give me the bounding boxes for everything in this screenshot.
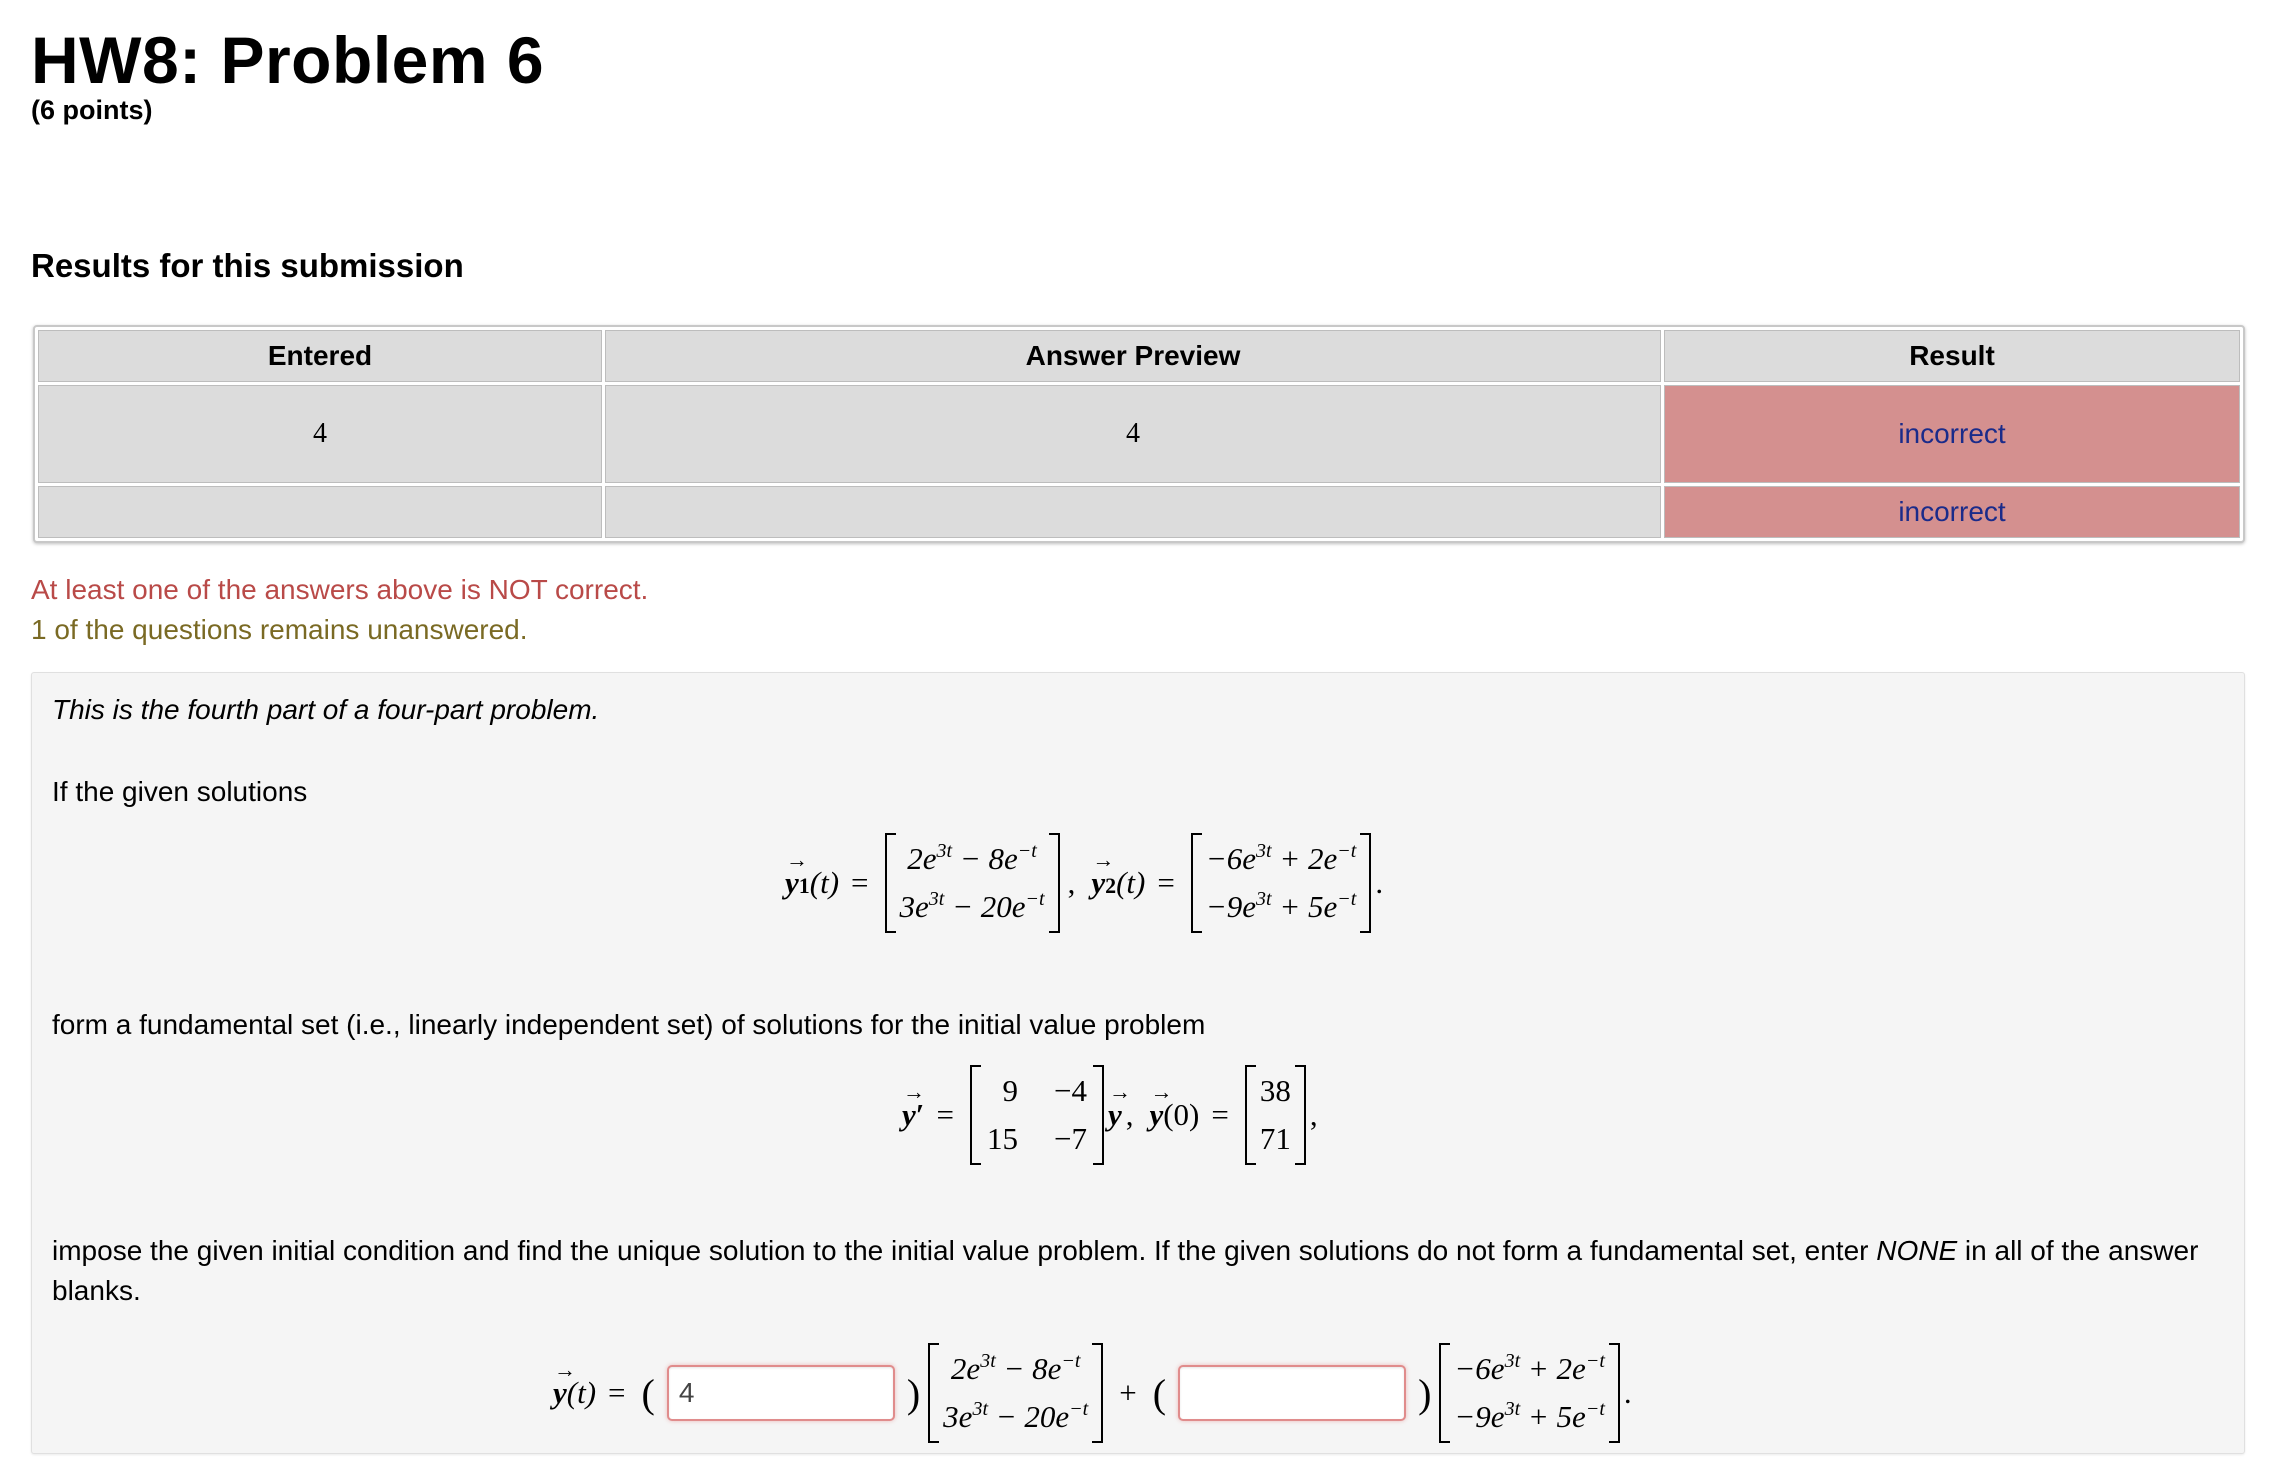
y-arg: (t) bbox=[566, 1375, 597, 1410]
page-title: HW8: Problem 6 bbox=[31, 23, 545, 97]
none-keyword: NONE bbox=[1876, 1235, 1958, 1266]
column-header-result: Result bbox=[1664, 330, 2240, 382]
problem-body bbox=[31, 672, 2245, 1454]
results-header-row bbox=[38, 330, 2240, 382]
equals-sign: = bbox=[1157, 865, 1175, 900]
points-label: (6 points) bbox=[31, 95, 153, 125]
y1-row2: $3e^{3t} - 20e^{-t}$ bbox=[899, 888, 1045, 924]
entered-cell bbox=[38, 486, 602, 538]
preview-cell bbox=[605, 486, 1661, 538]
initial-condition-vector bbox=[1245, 1065, 1306, 1165]
y0-entry: 71 bbox=[1259, 1121, 1291, 1156]
y0-symbol: → y bbox=[1149, 1097, 1163, 1133]
y1-symbol: → y1 bbox=[785, 865, 810, 901]
preview-cell: 4 bbox=[605, 385, 1661, 483]
y2-row2: $-9e^{3t} + 5e^{-t}$ bbox=[1454, 1398, 1605, 1434]
y1-row2: $3e^{3t} - 20e^{-t}$ bbox=[943, 1398, 1089, 1434]
problem-form-text: form a fundamental set (i.e., linearly independent set) of solutions for the initial value problem bbox=[52, 1009, 1206, 1040]
y-prime-symbol: → y bbox=[902, 1097, 916, 1133]
column-header-entered: Entered bbox=[38, 330, 602, 382]
y2-row1: $-6e^{3t} + 2e^{-t}$ bbox=[1205, 840, 1357, 876]
problem-intro: This is the fourth part of a four-part problem. bbox=[52, 694, 600, 725]
prime-mark: ′ bbox=[915, 1097, 925, 1132]
c1-answer-input[interactable]: 4 bbox=[667, 1365, 895, 1421]
matrix-entry: 9 bbox=[1002, 1073, 1018, 1108]
result-cell: incorrect bbox=[1664, 385, 2240, 483]
y1-arg: (t) bbox=[809, 865, 840, 900]
c2-answer-input[interactable] bbox=[1178, 1365, 1406, 1421]
coefficient-matrix bbox=[970, 1065, 1104, 1165]
plus-sign: + bbox=[1119, 1375, 1137, 1410]
period: . bbox=[1623, 1375, 1632, 1410]
period: . bbox=[1375, 865, 1384, 900]
comma: , bbox=[1309, 1097, 1318, 1132]
y2-vector bbox=[1191, 833, 1372, 933]
equals-sign: = bbox=[851, 865, 869, 900]
results-table bbox=[33, 325, 2245, 543]
answer-equation: → y (t) = ( 4 ) $2e^{3t} - 8e^{-t}$ $3e^{3t} - 20e^{-t}$ + ( ) $-6e^{3t} + 2e^{-t}$ $-9e^{3t} + 5e^{-t}$ . bbox=[553, 1343, 1632, 1443]
table-row bbox=[38, 385, 2240, 483]
y2-vector bbox=[1439, 1343, 1620, 1443]
equals-sign: = bbox=[936, 1097, 954, 1132]
y-symbol: → y bbox=[1108, 1097, 1122, 1133]
y2-row1: $-6e^{3t} + 2e^{-t}$ bbox=[1454, 1350, 1605, 1386]
y1-vector bbox=[885, 833, 1060, 933]
column-header-preview: Answer Preview bbox=[605, 330, 1661, 382]
matrix-entry: −7 bbox=[1053, 1121, 1087, 1156]
table-row bbox=[38, 486, 2240, 538]
problem-given-text: If the given solutions bbox=[52, 776, 308, 807]
comma: , bbox=[1125, 1097, 1134, 1132]
unanswered-message: 1 of the questions remains unanswered. bbox=[31, 614, 528, 645]
y0-arg: (0) bbox=[1163, 1097, 1200, 1132]
y2-row2: $-9e^{3t} + 5e^{-t}$ bbox=[1205, 888, 1357, 924]
incorrect-message: At least one of the answers above is NOT correct. bbox=[31, 574, 649, 605]
y0-entry: 38 bbox=[1259, 1073, 1291, 1108]
matrix-entry: −4 bbox=[1053, 1073, 1087, 1108]
equals-sign: = bbox=[1211, 1097, 1229, 1132]
result-cell: incorrect bbox=[1664, 486, 2240, 538]
y2-symbol: → y2 bbox=[1091, 865, 1116, 901]
y-symbol: → y bbox=[553, 1375, 567, 1411]
problem-impose-text: impose the given initial condition and find the unique solution to the initial value problem. If the given solutions do not form a fundamental set, enter NONE in all of the answer blanks. bbox=[52, 1235, 2199, 1306]
y1-vector bbox=[928, 1343, 1103, 1443]
equals-sign: = bbox=[608, 1375, 626, 1410]
y1-row1: $2e^{3t} - 8e^{-t}$ bbox=[950, 1350, 1081, 1386]
entered-cell: 4 bbox=[38, 385, 602, 483]
y2-arg: (t) bbox=[1116, 865, 1146, 900]
comma: , bbox=[1067, 865, 1076, 900]
ivp-equation bbox=[902, 1065, 1318, 1165]
solutions-equation bbox=[785, 833, 1383, 933]
y1-row1: $2e^{3t} - 8e^{-t}$ bbox=[907, 840, 1037, 876]
results-heading: Results for this submission bbox=[31, 247, 464, 284]
matrix-entry: 15 bbox=[986, 1121, 1018, 1156]
